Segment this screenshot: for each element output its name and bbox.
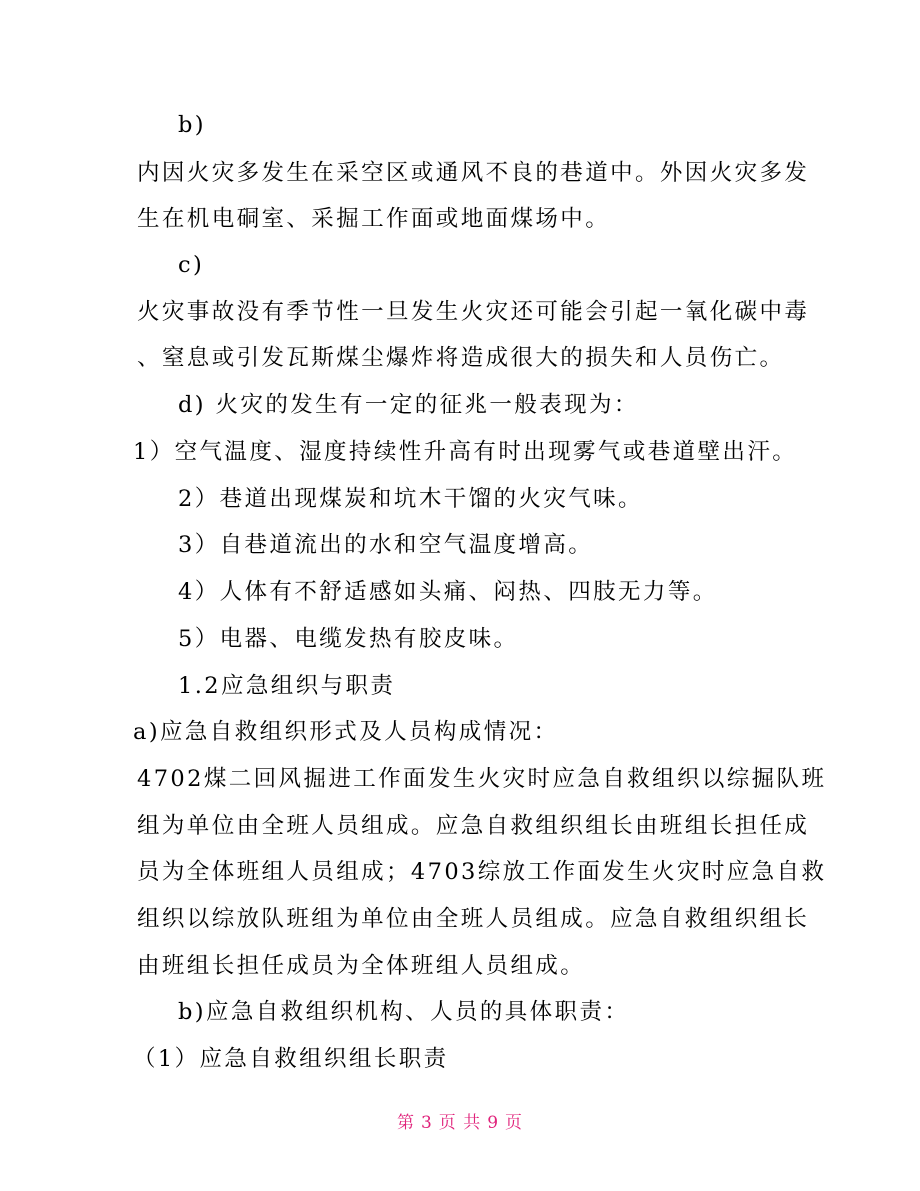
current-page-number: 3 — [420, 1113, 433, 1133]
page-label-suffix: 页 — [505, 1113, 524, 1133]
paragraph-line: 员为全体班组人员组成；4703综放工作面发生火灾时应急自救 — [137, 859, 827, 885]
paragraph-line: 、窒息或引发瓦斯煤尘爆炸将造成很大的损失和人员伤亡。 — [137, 345, 785, 371]
paragraph-line: 由班组长担任成员为全体班组人员组成。 — [137, 953, 586, 979]
section-heading: 1.2应急组织与职责 — [178, 673, 396, 699]
total-pages-number: 9 — [487, 1113, 500, 1133]
paragraph-line: 生在机电硐室、采掘工作面或地面煤场中。 — [137, 206, 611, 232]
item-b-label: b) — [178, 112, 206, 138]
list-item: 3）自巷道流出的水和空气温度增高。 — [178, 532, 594, 558]
page-label-prefix: 第 — [396, 1113, 415, 1133]
list-item: 4）人体有不舒适感如头痛、闷热、四肢无力等。 — [178, 579, 718, 605]
paragraph-line: 内因火灾多发生在采空区或通风不良的巷道中。外因火灾多发 — [137, 160, 810, 186]
list-item: 2）巷道出现煤炭和坑木干馏的火灾气味。 — [178, 486, 643, 512]
paragraph-line: 组为单位由全班人员组成。应急自救组织组长由班组长担任成 — [137, 813, 810, 839]
subsection-heading: b)应急自救组织机构、人员的具体职责： — [178, 999, 630, 1025]
paragraph-line: 4702煤二回风掘进工作面发生火灾时应急自救组织以综掘队班 — [137, 766, 827, 792]
paragraph-line: 火灾事故没有季节性一旦发生火灾还可能会引起一氧化碳中毒 — [137, 299, 810, 325]
paragraph-line: 组织以综放队班组为单位由全班人员组成。应急自救组织组长 — [137, 906, 810, 932]
item-c-label: c) — [178, 252, 205, 278]
list-item: （1）应急自救组织组长职责 — [133, 1046, 449, 1072]
item-d-heading: d) 火灾的发生有一定的征兆一般表现为： — [178, 392, 639, 418]
list-item: 5）电器、电缆发热有胶皮味。 — [178, 626, 519, 652]
page-label-mid: 页 共 — [438, 1113, 482, 1133]
page-footer — [0, 1111, 920, 1135]
subsection-heading: a)应急自救组织形式及人员构成情况： — [133, 719, 559, 745]
list-item: 1）空气温度、湿度持续性升高有时出现雾气或巷道壁出汗。 — [133, 439, 798, 465]
